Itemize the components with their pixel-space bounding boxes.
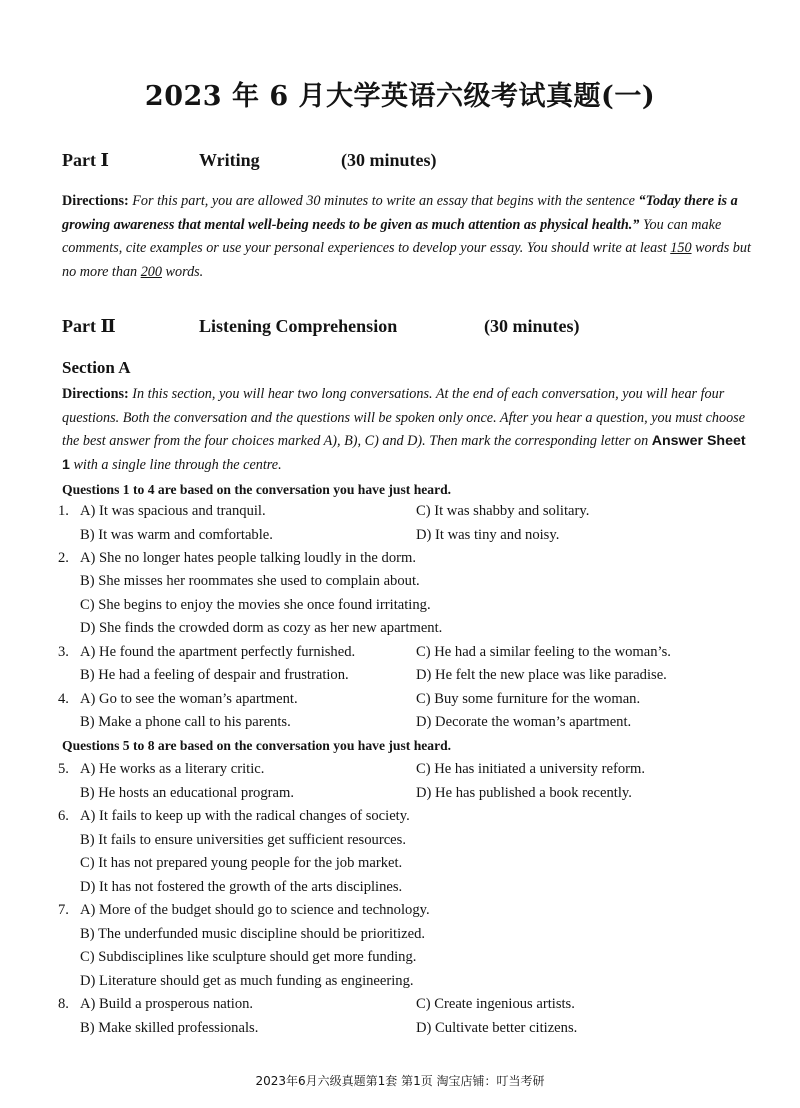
question-number: 4. xyxy=(58,691,69,707)
question-number: 7. xyxy=(58,902,69,918)
option-d: D) It has not fostered the growth of the arts disciplines. xyxy=(80,879,403,895)
part1-label: Part Ⅰ xyxy=(62,150,109,170)
option-c: C) She begins to enjoy the movies she once found irritating. xyxy=(80,597,431,613)
option-a: A) Go to see the woman’s apartment. xyxy=(80,691,298,707)
directions-label: Directions: xyxy=(62,386,129,402)
option-c: C) He had a similar feeling to the woman’s. xyxy=(416,644,671,660)
directions-text: For this part, you are allowed 30 minutes to write an essay that begins with the sentence xyxy=(128,193,639,209)
option-d: D) Decorate the woman’s apartment. xyxy=(416,714,632,730)
option-c: C) Subdisciplines like sculpture should get more funding. xyxy=(80,949,417,965)
option-b: B) It fails to ensure universities get sufficient resources. xyxy=(80,832,406,848)
question-number: 3. xyxy=(58,644,69,660)
essay-prompt: “Today there is a growing awareness that mental well-being needs to be given as much attention as physical health.” xyxy=(62,193,738,233)
option-d: D) It was tiny and noisy. xyxy=(416,527,560,543)
option-d: D) Literature should get as much funding as engineering. xyxy=(80,973,414,989)
directions-text: You can make comments, cite examples or use your personal experiences to develop your essay. You should write at least xyxy=(62,216,722,256)
min-words: 150 xyxy=(670,240,692,256)
directions-text: In this section, you will hear two long conversations. At the end of each conversation, you will hear four questions. Both the conversation and the questions will be spoken only once. After you hear a question, you must choose the best answer from the four choices marked A), B), C) and D). Then mark the corresponding letter on xyxy=(62,386,745,449)
option-d: D) Cultivate better citizens. xyxy=(416,1020,578,1036)
option-d: D) He has published a book recently. xyxy=(416,785,632,801)
option-d: D) She finds the crowded dorm as cozy as her new apartment. xyxy=(80,620,443,636)
option-a: A) He found the apartment perfectly furnished. xyxy=(80,644,356,660)
question-number: 6. xyxy=(58,808,69,824)
question-group-heading: Questions 5 to 8 are based on the conversation you have just heard. xyxy=(62,738,452,753)
part1-heading xyxy=(62,150,762,176)
directions-text: with a single line through the centre. xyxy=(69,456,282,473)
part2-label: Part Ⅱ xyxy=(62,316,116,336)
part2-directions xyxy=(62,383,752,477)
answer-sheet-label: Answer Sheet 1 xyxy=(62,433,746,473)
option-a: A) More of the budget should go to science and technology. xyxy=(80,902,430,918)
section-a-heading: Section A xyxy=(62,358,131,377)
part2-name: Listening Comprehension xyxy=(199,316,398,336)
part2-time: (30 minutes) xyxy=(484,316,580,336)
question-number: 2. xyxy=(58,550,69,566)
directions-text: words. xyxy=(161,263,204,280)
part1-directions xyxy=(62,190,752,284)
max-words: 200 xyxy=(140,263,162,280)
option-c: C) It has not prepared young people for the job market. xyxy=(80,855,403,871)
part1-time: (30 minutes) xyxy=(341,150,437,170)
part2-heading xyxy=(62,316,762,342)
option-b: B) Make a phone call to his parents. xyxy=(80,714,291,730)
option-d: D) He felt the new place was like paradise. xyxy=(416,667,667,683)
option-c: C) Buy some furniture for the woman. xyxy=(416,691,641,707)
option-c: C) He has initiated a university reform. xyxy=(416,761,645,777)
option-c: C) Create ingenious artists. xyxy=(416,996,575,1012)
part1-name: Writing xyxy=(199,150,260,170)
option-c: C) It was shabby and solitary. xyxy=(416,503,590,519)
option-b: B) She misses her roommates she used to complain about. xyxy=(80,573,420,589)
page-footer: 2023年6月六级真题第1套 第1页 淘宝店铺：叮当考研 xyxy=(255,1074,545,1088)
option-a: A) He works as a literary critic. xyxy=(80,761,265,777)
option-b: B) Make skilled professionals. xyxy=(80,1020,259,1036)
question-number: 5. xyxy=(58,761,69,777)
directions-text: words but no more than xyxy=(62,240,751,280)
option-b: B) The underfunded music discipline should be prioritized. xyxy=(80,926,426,942)
option-a: A) She no longer hates people talking loudly in the dorm. xyxy=(80,550,416,566)
page-title: 2023 年 6 月大学英语六级考试真题(一) xyxy=(144,81,656,112)
option-a: A) It fails to keep up with the radical changes of society. xyxy=(80,808,410,824)
question-number: 8. xyxy=(58,996,69,1012)
question-group-heading: Questions 1 to 4 are based on the conversation you have just heard. xyxy=(62,482,452,497)
option-a: A) Build a prosperous nation. xyxy=(80,996,254,1012)
directions-label: Directions: xyxy=(62,193,129,209)
option-a: A) It was spacious and tranquil. xyxy=(80,503,266,519)
option-b: B) It was warm and comfortable. xyxy=(80,527,273,543)
option-b: B) He had a feeling of despair and frustration. xyxy=(80,667,349,683)
option-b: B) He hosts an educational program. xyxy=(80,785,294,801)
question-number: 1. xyxy=(58,503,69,519)
